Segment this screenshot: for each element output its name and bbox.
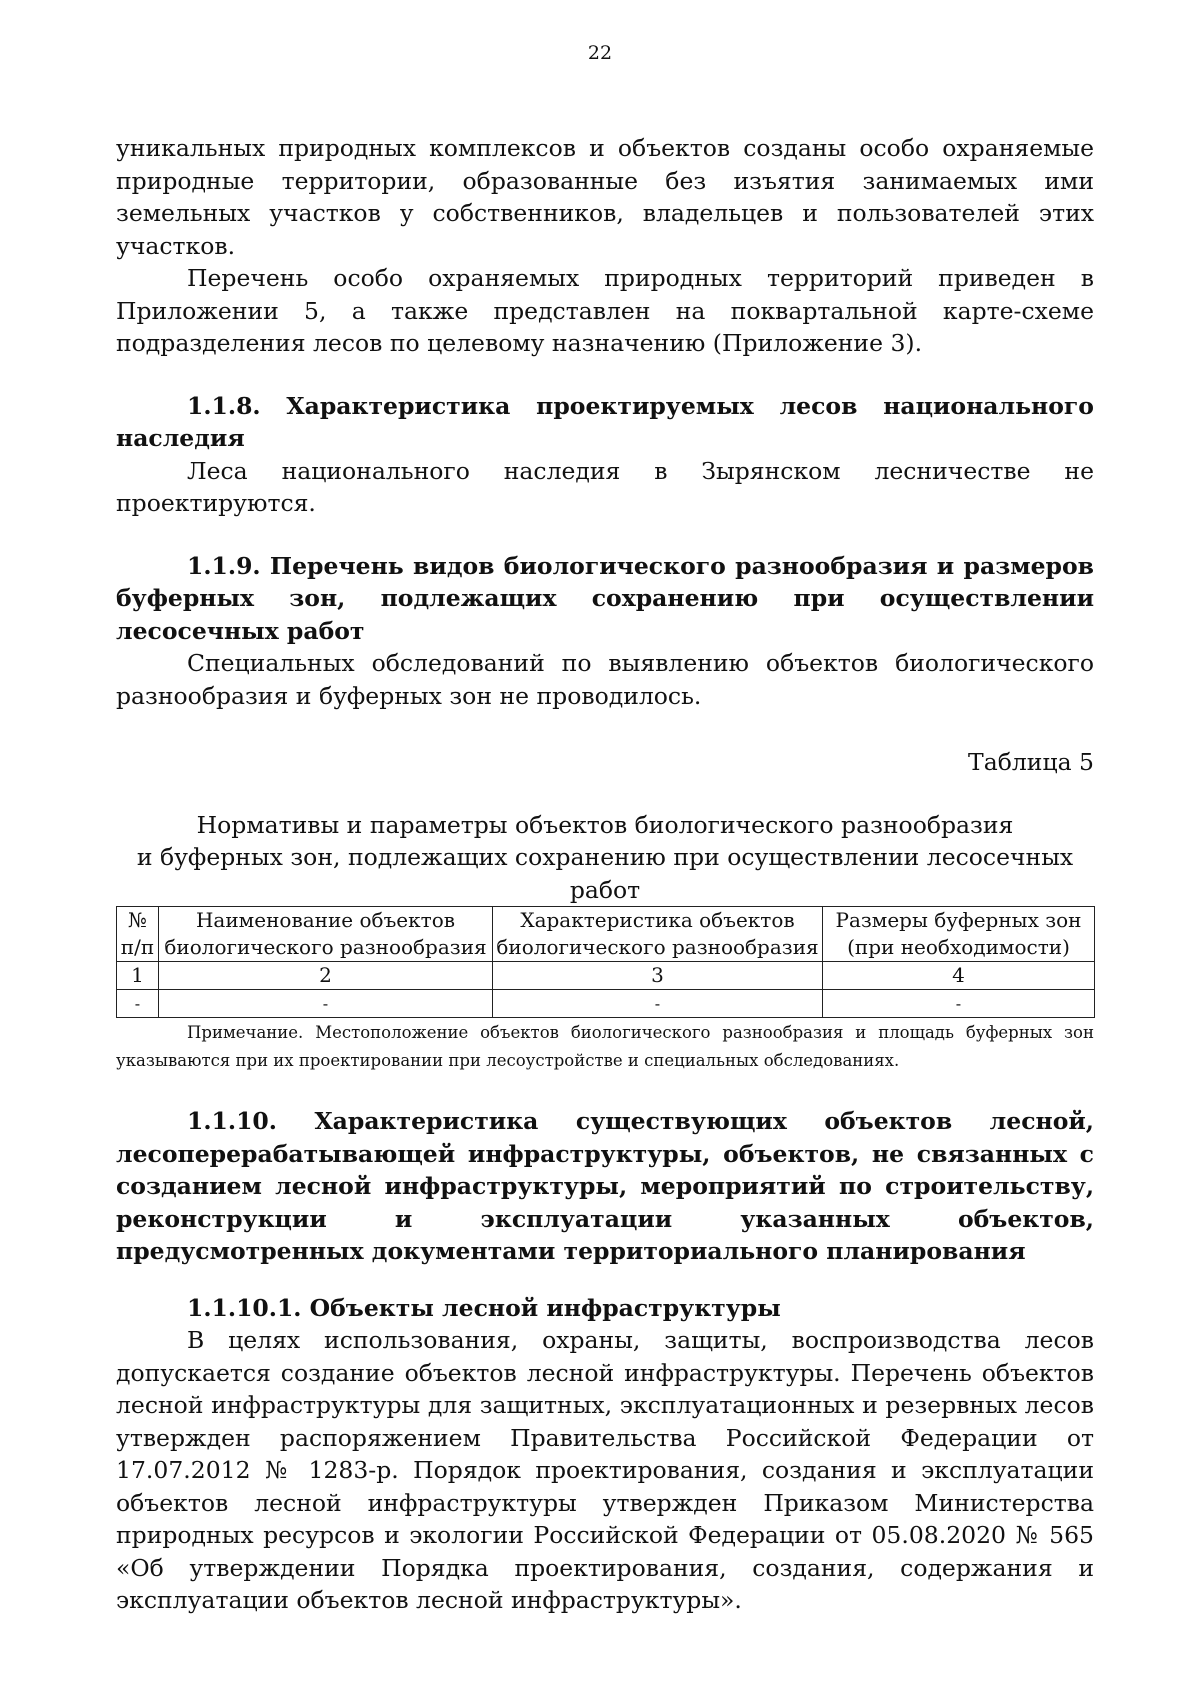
intro-paragraph-2: Перечень особо охраняемых природных территорий приведен в Приложении 5, а также представлен на поквартальной карте-схеме подразделения лесов по целевому назначению (Приложение 3). bbox=[116, 264, 1094, 357]
table-title-line-2: и буферных зон, подлежащих сохранению при осуществлении лесосечных работ bbox=[136, 843, 1074, 904]
section-1-1-10-1-text: В целях использования, охраны, защиты, воспроизводства лесов допускается создание объектов лесной инфраструктуры. Перечень объектов лесной инфраструктуры для защитных, эксплуатационных и резервных лесов утвержден распоряжением Правительства Российской Федерации от 17.07.2012 № 1283-р. Порядок проектирования, создания и эксплуатации объектов лесной инфраструктуры утвержден Приказом Министерства природных ресурсов и экологии Российской Федерации от 05.08.2020 № 565 «Об утверждении Порядка проектирования, создания, содержания и эксплуатации объектов лесной инфраструктуры». bbox=[116, 1326, 1094, 1614]
section-1-1-10-heading: 1.1.10. Характеристика существующих объектов лесной, лесоперерабатывающей инфраструктуры, объектов, не связанных с созданием лесной инфраструктуры, мероприятий по строительству, реконструкции и эксплуатации указанных объектов, предусмотренных документами территориального планирования bbox=[116, 1107, 1094, 1265]
table-cell: - bbox=[823, 990, 1095, 1018]
table-title bbox=[116, 809, 1094, 907]
section-1-1-8-text: Леса национального наследия в Зырянском лесничестве не проектируются. bbox=[116, 456, 1094, 517]
table-cell: 3 bbox=[493, 962, 823, 990]
table-cell: - bbox=[493, 990, 823, 1018]
header-buffer-zone-size: Размеры буферных зон (при необходимости) bbox=[823, 907, 1095, 962]
document-body bbox=[116, 132, 1094, 1617]
table-number-label: Таблица 5 bbox=[968, 748, 1094, 776]
header-number: № п/п bbox=[117, 907, 159, 962]
header-object-characteristics: Характеристика объектов биологического разнообразия bbox=[493, 907, 823, 962]
table-note: Примечание. Местоположение объектов биологического разнообразия и площадь буферных зон указываются при их проектировании при лесоустройстве и специальных обследованиях. bbox=[116, 1023, 1094, 1070]
biodiversity-table bbox=[116, 906, 1095, 1018]
table-numbering-row bbox=[117, 962, 1095, 990]
page-number: 22 bbox=[587, 42, 613, 64]
table-cell: 4 bbox=[823, 962, 1095, 990]
section-1-1-9-text: Специальных обследований по выявлению объектов биологического разнообразия и буферных зон не проводилось. bbox=[116, 649, 1094, 710]
intro-paragraph-1: уникальных природных комплексов и объектов созданы особо охраняемые природные территории, образованные без изъятия занимаемых ими земельных участков у собственников, владельцев и пользователей этих участков. bbox=[116, 134, 1094, 260]
table-cell: 1 bbox=[117, 962, 159, 990]
table-cell: 2 bbox=[159, 962, 493, 990]
table-header-row bbox=[117, 907, 1095, 962]
table-cell: - bbox=[117, 990, 159, 1018]
table-cell: - bbox=[159, 990, 493, 1018]
section-1-1-10-1-heading: 1.1.10.1. Объекты лесной инфраструктуры bbox=[187, 1293, 781, 1322]
table-title-line-1: Нормативы и параметры объектов биологического разнообразия bbox=[196, 810, 1014, 839]
section-1-1-8-heading: 1.1.8. Характеристика проектируемых лесов национального наследия bbox=[116, 391, 1094, 452]
header-object-name: Наименование объектов биологического разнообразия bbox=[159, 907, 493, 962]
table-row bbox=[117, 990, 1095, 1018]
section-1-1-9-heading: 1.1.9. Перечень видов биологического разнообразия и размеров буферных зон, подлежащих сохранению при осуществлении лесосечных работ bbox=[116, 551, 1094, 645]
